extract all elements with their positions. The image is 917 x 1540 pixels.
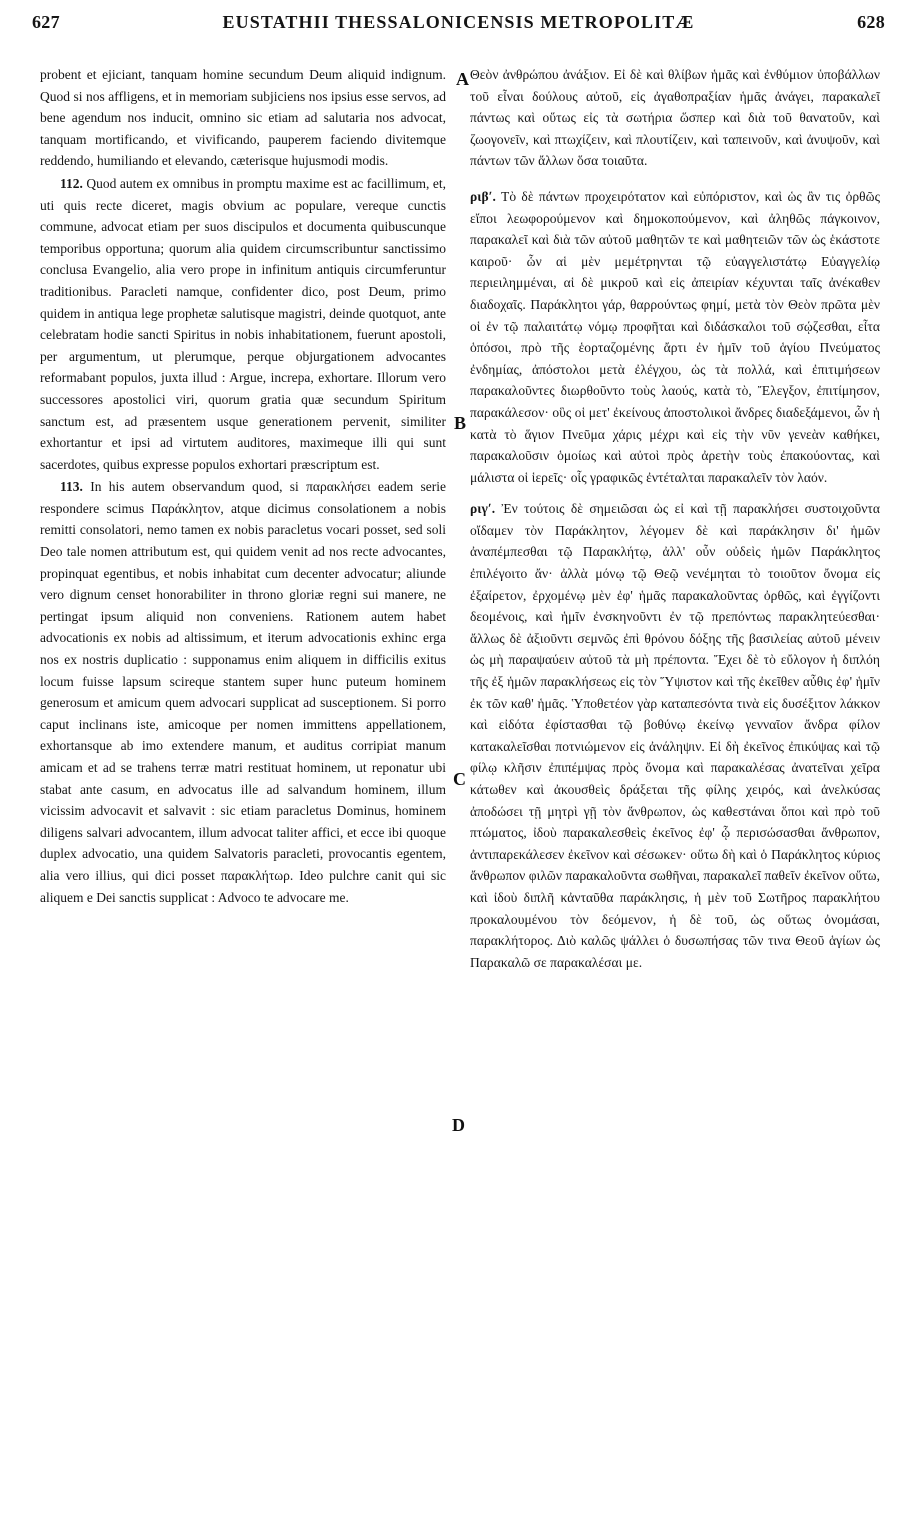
right-paragraph-2 <box>470 186 880 488</box>
right-page-number: 628 <box>857 11 885 32</box>
left-paragraph-1-text: probent et ejiciant, tanquam homine secundum Deum aliquid indignum. Quod si nos affligens, et in memoriam subjiciens nos ipsius esse servos, ad bene agendum nos inducit, omnino sic etiam ad salutaria nos advocat, tanquam mortificando, et vivificando, pauperem faciendo divitemque reddendo, humiliando et elevando, cæterisque hujusmodi modis. <box>40 67 446 169</box>
left-page-number: 627 <box>32 11 60 32</box>
left-paragraph-3-number: 113. <box>60 479 83 495</box>
left-paragraph-1 <box>40 64 446 172</box>
margin-letter-b: B <box>454 413 467 433</box>
margin-letter-c: C <box>453 769 466 789</box>
left-paragraph-2 <box>40 173 446 475</box>
left-paragraph-3 <box>40 476 446 908</box>
right-paragraph-2-text: Τὸ δὲ πάντων προχειρότατον καὶ εὐπόριστον, καὶ ὡς ἂν τις ὀρθῶς εἴποι λεωφορούμενον καὶ δημοκοπούμενον, καὶ ἀληθῶς πάγκοινον, παρακαλεῖ καὶ διὰ τῶν αὐτοῦ μαθητῶν τε καὶ μαθητειῶν τῶν ὡς ἑκάστοτε καιροῦ· ὧν αἱ μὲν μεμέτρηνται τῷ εὐαγγελιστάτῳ Εὐαγγελίῳ περιειλημμέναι, αἱ δὲ μικροῦ καὶ εἰς ἀπειρίαν κέχυνται ταῖς ἀνέκαθεν διαδοχαῖς. Παράκλητοι γάρ, θαρρούντως φημί, μετὰ τὸν Θεὸν πρῶτα μὲν οἱ ἐν τῷ παλαιτάτῳ νόμῳ προφῆται καὶ διδάσκαλοι τοῦ σῴζεσθαι, εἶτα ὁπόσοι, πρὸ τῆς ἑορταζομένης ἄρτι ἐν ἡμῖν τοῦ ἁγίου Πνεύματος ἐνδημίας, ἀπόστολοι μετὰ ἐλέγχου, ὡς τὰ πολλά, καὶ ἐπιτιμήσεων παρακαλοῦντες διωρθοῦντο τοὺς λαούς, κατὰ τὸ, Ἔλεγξον, ἐπιτίμησον, παρακάλεσον· οὓς οἱ μετ' ἐκείνους ἀποστολικοὶ ἄνδρες διαδεξάμενοι, ὧν ἡ κατὰ τὸ ἅγιον Πνεῦμα χάρις μέχρι καὶ εἰς τὴν νῦν γενεὰν καθήκει, παρακαλοῦσιν ὁμοίως καὶ αὐτοὶ πρὸς ἀρετὴν τοὺς ἐπακούοντας, καὶ μάλιστα οἱ ἱερεῖς· οἷς γραφικῶς ἐντέταλται παρακαλεῖν τὸν λαόν. <box>470 188 881 485</box>
left-paragraph-3-text: In his autem observandum quod, si παρακλήσει eadem serie respondere scimus Παράκλητον, atque dicimus consolationem a nobis remitti consolatori, nemo tamen ex nobis paracletus vocari posset, sed soli Deo tale nomen attributum est, qui quidem venit ad nos recte advocantes, propinquat egentibus, et nobis inhabitat cum decenter advocatur; aliunde vero dignum censet honorabiliter in throno gloriæ regni sui manere, ne pertingat ipsum aliquid non conveniens. Rationem autem habet advocationis ex nobis ad altissimum, et iterum advocationis exhinc erga nos ex nostris duplicatio : supponamus enim aliquem in difficilis exitus locum fuisse lapsum scireque stantem super hunc puteum hominem generosum et amicum quem advocari supplicat ad susceptionem. Si porro caput inclinans iste, amicoque per nomen immittens appellationem, exhortansque ab imo extendere manum, et auditus corripiat manum amicam et ad se trahens terræ matri restituat hominem, ut reponatur ubi stabat ante casum, en advocatus ille ad salvandum hominem, illum vicissim advocavit et salvavit : sic etiam paracletus Dominus, hominem diligens salvari advocantem, illum advocat taliter affici, et ecce ibi quoque duplex advocatio, una quidem Salvatoris paracleti, provocantis egentem, alia vero illius, qui dici posset παρακλήτωρ. Ideo pulchre canit qui sic aliquem e Dei sanctis supplicat : Advoco te advocare me. <box>40 479 446 905</box>
page-header <box>32 8 885 36</box>
margin-letter-a: A <box>456 69 469 89</box>
right-paragraph-1 <box>470 64 880 172</box>
right-paragraph-3 <box>470 498 880 973</box>
right-paragraph-1-text: Θεὸν ἀνθρώπου ἀνάξιον. Εἰ δὲ καὶ θλίβων ἡμᾶς καὶ ἐνθύμιον ὑποβάλλων τοῦ εἶναι δούλους αὐτοῦ, εἰς ἀγαθοπραξίαν ἡμᾶς ἀνάγει, παρακαλεῖ πάντως καὶ οὕτως εἰς τὰ σωτήρια ὥσπερ καὶ διὰ τοῦ θανατοῦν, καὶ ζωογονεῖν, καὶ πτωχίζειν, καὶ πλουτίζειν, καὶ ταπεινοῦν, καὶ ἀνυψοῦν, καὶ πάντων τῶν ἄλλων ὅσα τοιαῦτα. <box>470 67 880 169</box>
running-title: EUSTATHII THESSALONICENSIS METROPOLITÆ <box>222 11 695 32</box>
right-column <box>470 64 880 973</box>
left-paragraph-2-text: Quod autem ex omnibus in promptu maxime est ac facillimum, et, uti quis recte diceret, magis obvium ac populare, vereque cunctis commune, advocat etiam per suos discipulos et documenta quibuscunque temporibus opportuna; quorum alia quidem circumscribuntur sanctissimo conclusa Evangelio, alia vero prope in infinitum antiquis circumferuntur traditionibus. Paracleti namque, confidenter dico, post Deum, primo quidem in antiqua lege prophetæ salutisque magistri, deinde quotquot, ante celebratam hodie sancti Spiritus in nobis inhabitationem, fuerunt apostoli, per argumentum, ut plerumque, perque objurgationem advocantes reformabant populos, juxta illud : Argue, increpa, exhortare. Illorum vero successores apostolici viri, quorum gratia quæ secundum Spiritum sanctum est, ad præsentem usque generationem pervenit, similiter exhortantur et ipsi ad virtutem auditores, maximeque illi qui sunt sacerdotes, quibus expresse populos exhortari præscriptum est. <box>40 175 446 472</box>
right-paragraph-3-text: Ἐν τούτοις δὲ σημειῶσαι ὡς εἰ καὶ τῇ παρακλήσει συστοιχοῦντα οἴδαμεν τὸν Παράκλητον, λέγομεν δὲ καὶ παράκλησιν δι' ἡμῶν ἀναπέμπεσθαι τῷ Παρακλήτῳ, ἀλλ' οὖν οὐδεὶς ἡμῶν Παράκλητος ἐπιλέγοιτο ἄν· ἀλλὰ μόνῳ τῷ Θεῷ νενέμηται τὸ τοιοῦτον ὄνομα εἰς ἐξαίρετον, ἐρχομένῳ μὲν ἐφ' ἡμᾶς παρακαλοῦντας ὀρθῶς, καὶ ἐγγίζοντι δεομένοις, καὶ ἡμῖν ἐνσκηνοῦντι ἐν τῷ πρεπόντως παρακλητεύεσθαι· ἄλλως δὲ ἀξιοῦντι σεμνῶς ἐπὶ θρόνου δόξης τῆς βασιλείας αὐτοῦ μένειν ὡς μὴ παραψαύειν αὐτοῦ τὰ μὴ πρέποντα. Ἔχει δὲ τὸ εὔλογον ἡ διπλόη τῆς ἐξ ἡμῶν παρακλήσεως εἰς τὸν Ὕψιστον καὶ τῆς ἐκεῖθεν αὖθις ἐφ' ἡμῖν ἐκ τῶν καθ' ἡμᾶς. Ὑποθετέον γὰρ καταπεσόντα τινὰ εἰς δυσέξιτον λάκκον καὶ εἰδότα ἐφίστασθαι τῷ βοθύνῳ ἐκείνῳ γενναῖον ἄνδρα φίλον κατακαλεῖσθαι ποτνιώμενον εἰς ἀνάληψιν. Εἰ δὴ ἐκεῖνος ἐπικύψας καὶ τῷ φίλῳ κλῆσιν ἐπιπέμψας πρὸς ὄνομα καὶ παρακαλέσας ἀνατεῖναι χεῖρα κάτωθεν καὶ ἀκουσθεὶς δράξεται τῆς φίλης χειρός, καὶ ἀνελκύσας ἀποδώσει τῇ μητρὶ γῇ τὸν ἄνθρωπον, ὡς καθεστάναι ὅποι καὶ πρὸ τοῦ πτώματος, ἰδοὺ παρακαλεσθεὶς ἐκεῖνος ἐφ' ᾧ περισώσασθαι ἄνθρωπον, ἀντιπαρεκάλεσεν ἐκεῖνον καὶ σέσωκεν· οὕτω δὴ καὶ ὁ Παράκλητος κύριος ἄνθρωπον φιλῶν παρακαλοῦντα σωθῆναι, παρακαλεῖ παθεῖν ἐκεῖνον οὕτω, καὶ ἰδοὺ διπλῆ κἀνταῦθα παράκλησις, ἡ μὲν τοῦ Σωτῆρος παρακλήτου προκαλουμένου τὸν δεόμενον, ἡ δὲ τοῦ, ὡς οὕτως ὀνομάσαι, παρακλήτορος. Διὸ καλῶς ψάλλει ὁ δυσωπήσας τῶν τινα Θεοῦ ἁγίων ὡς Παρακαλῶ σε παρακαλέσαι με. <box>470 501 880 970</box>
left-column <box>40 64 446 909</box>
right-paragraph-2-number: ριβʹ. <box>470 188 496 204</box>
margin-letter-d: D <box>452 1115 465 1135</box>
right-paragraph-3-number: ριγʹ. <box>470 501 496 517</box>
left-paragraph-2-number: 112. <box>60 175 83 191</box>
